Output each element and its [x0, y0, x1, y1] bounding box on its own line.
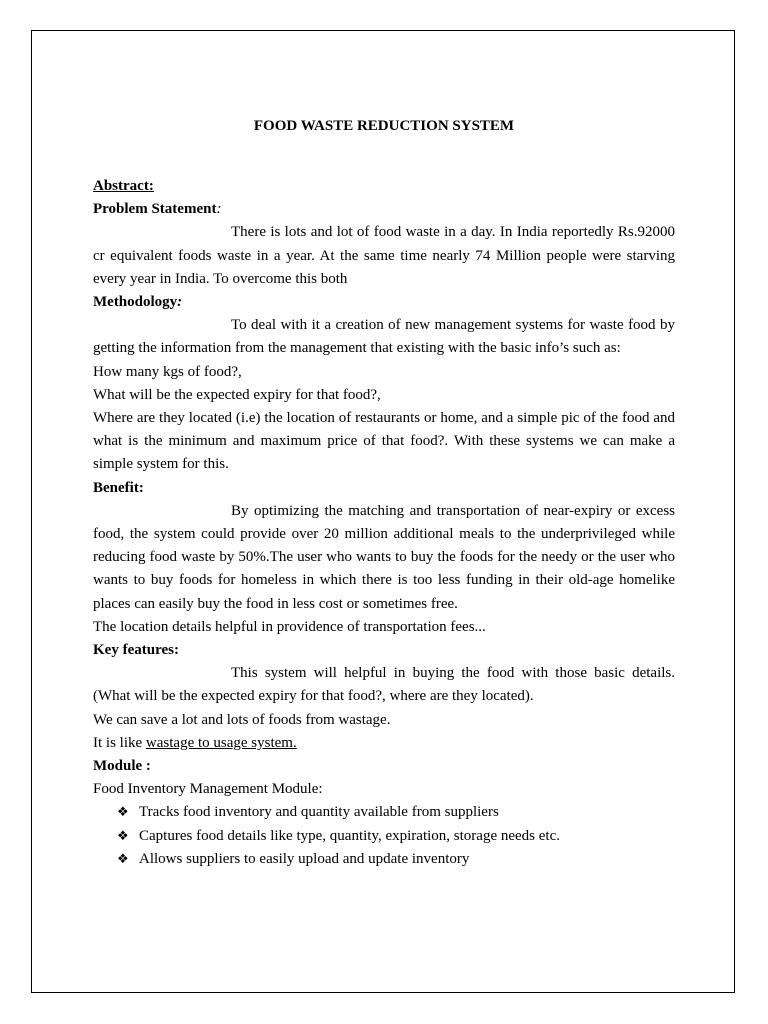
methodology-line-1: How many kgs of food?,	[93, 363, 242, 380]
abstract-heading-text: Abstract:	[93, 178, 154, 194]
module-subheading: Food Inventory Management Module:	[93, 781, 323, 798]
methodology-text: To deal with it a creation of new management systems for waste food by getting the information from the management that existing with the basic info’s such as:	[93, 317, 675, 357]
methodology-heading-text: Methodology	[93, 294, 178, 311]
problem-statement-heading	[93, 198, 675, 221]
problem-statement-text: There is lots and lot of food waste in a day. In India reportedly Rs.92000 cr equivalent foods waste in a year. At the same time nearly 74 Million people were starving every year in India. To overcome this both	[93, 224, 675, 287]
list-item-text: Tracks food inventory and quantity available from suppliers	[139, 804, 499, 821]
key-features-heading: Key features:	[93, 642, 179, 659]
diamond-bullet-icon: ❖	[117, 828, 129, 844]
list-item-text: Allows suppliers to easily upload and update inventory	[139, 850, 470, 867]
abstract-heading	[93, 175, 675, 198]
problem-statement-heading-text: Problem Statement	[93, 201, 217, 218]
module-heading: Module :	[93, 758, 151, 775]
list-item	[93, 825, 675, 848]
methodology-colon: :	[177, 294, 183, 311]
document-body	[93, 175, 675, 871]
benefit-line: The location details helpful in providence of transportation fees...	[93, 618, 486, 635]
methodology-heading	[93, 291, 675, 314]
benefit-text: By optimizing the matching and transportation of near-expiry or excess food, the system could provide over 20 million additional meals to the underprivileged while reducing food waste by 50%.The user who wants to buy the foods for the needy or the user who wants to buy foods for homeless in which there is too less funding in their old-age homelike places can easily buy the food in less cost or sometimes free.	[93, 502, 675, 612]
module-feature-list	[93, 801, 675, 871]
list-item	[93, 801, 675, 824]
key-features-line-2	[93, 732, 675, 755]
benefit-heading: Benefit:	[93, 479, 144, 496]
diamond-bullet-icon: ❖	[117, 805, 129, 821]
problem-statement-colon: :	[216, 201, 222, 218]
document-title: FOOD WASTE REDUCTION SYSTEM	[253, 118, 515, 134]
methodology-closing: Where are they located (i.e) the location of restaurants or home, and a simple pic of the food and what is the minimum and maximum price of that food?. With these systems we can make a simple system for this.	[93, 410, 675, 473]
key-features-line-2-prefix: It is like	[93, 734, 146, 751]
diamond-bullet-icon: ❖	[117, 851, 129, 867]
key-features-line-1: We can save a lot and lots of foods from wastage.	[93, 711, 391, 728]
key-features-text: This system will helpful in buying the food with those basic details. (What will be the expected expiry for that food?, where are they located).	[93, 665, 675, 705]
wastage-to-usage-text: wastage to usage system.	[145, 734, 297, 751]
methodology-line-2: What will be the expected expiry for that food?,	[93, 386, 381, 403]
list-item-text: Captures food details like type, quantity, expiration, storage needs etc.	[139, 827, 560, 844]
list-item	[93, 848, 675, 871]
